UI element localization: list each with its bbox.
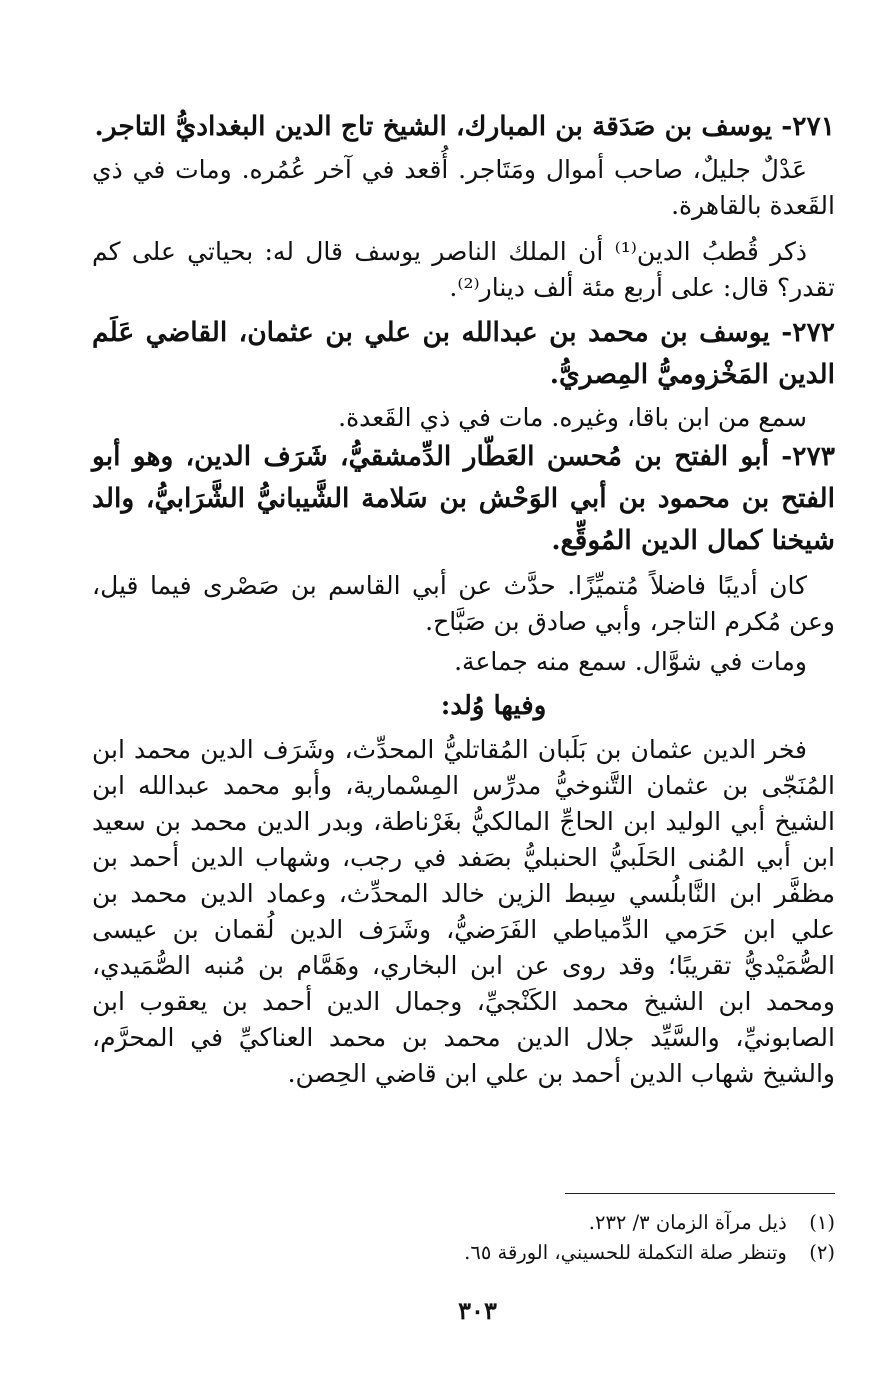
births-heading: وفيها وُلد:	[440, 691, 547, 721]
entry-273-death: ومات في شوَّال. سمع منه جماعة.	[454, 647, 807, 676]
footnote-2	[92, 1238, 835, 1268]
footnote-text: ذيل مرآة الزمان ٣/ ٢٣٢.	[588, 1211, 787, 1234]
footnotes	[92, 1208, 835, 1268]
entry-273-title: ٢٧٣- أبو الفتح بن مُحسن العَطّار الدِّمشقيُّ، شَرَف الدين، وهو أبو الفتح بن محمود بن أبي الوَحْش بن سَلامة الشَّيبانيُّ الشَّرَابيُّ، والد شيخنا كمال الدين المُوقِّع.	[92, 441, 835, 556]
footnote-text: وتنظر صلة التكملة للحسيني، الورقة ٦٥.	[464, 1241, 787, 1264]
entry-271-note: ذكر قُطبُ الدين⁽¹⁾ أن الملك الناصر يوسف قال له: بحياتي على كم تقدر؟ قال: على أربع مئة ألف دينار⁽²⁾.	[92, 237, 835, 302]
entry-272-body: سمع من ابن باقا، وغيره. مات في ذي القَعدة.	[338, 403, 807, 432]
entry-271-title: ٢٧١- يوسف بن صَدَقة بن المبارك، الشيخ تاج الدين البغداديُّ التاجر.	[94, 111, 835, 142]
footnote-divider	[565, 1193, 835, 1194]
footnote-number: (٢)	[809, 1241, 835, 1264]
entry-271-body: عَدْلٌ جليلٌ، صاحب أموال ومَتَاجر. أُقعد في آخر عُمُره. ومات في ذي القَعدة بالقاهرة.	[92, 155, 835, 220]
page-number: ٣٠٣	[458, 1296, 497, 1325]
footnote-number: (١)	[809, 1211, 835, 1234]
entry-273-body: كان أديبًا فاضلاً مُتميِّزًا. حدَّث عن أبي القاسم بن صَصْرى فيما قيل، وعن مُكرم التاجر، وأبي صادق بن صَبَّاح.	[92, 571, 835, 636]
footnote-1	[92, 1208, 835, 1238]
entry-272-title: ٢٧٢- يوسف بن محمد بن عبدالله بن علي بن عثمان، القاضي عَلَم الدين المَخْزوميُّ المِصريُّ.	[92, 317, 835, 390]
births-text: فخر الدين عثمان بن بَلَبان المُقاتليُّ المحدِّث، وشَرَف الدين محمد ابن المُنَجّى بن عثمان التَّنوخيُّ مدرِّس المِسْمارية، وأبو محمد عبدالله ابن الشيخ أبي الوليد ابن الحاجِّ المالكيُّ بغَرْناطة، وبدر الدين محمد بن سعيد ابن أبي المُنى الحَلَبيُّ الحنبليُّ بصَفد في رجب، وشهاب الدين أحمد بن مظفَّر ابن النَّابلُسي سِبط الزين خالد المحدِّث، وعماد الدين محمد بن علي ابن حَرَمي الدِّمياطي الفَرَضيُّ، وشَرَف الدين لُقمان بن عيسى الصُّمَيْديُّ تقريبًا؛ وقد روى عن ابن البخاري، وهَمَّام بن مُنبه الصُّمَيدي، ومحمد ابن الشيخ محمد الكَنْجيِّ، وجمال الدين أحمد بن يعقوب ابن الصابونيِّ، والسَّيِّد جلال الدين محمد بن محمد العناكيِّ في المحرَّم، والشيخ شهاب الدين أحمد بن علي ابن قاضي الحِصن.	[92, 735, 835, 1088]
document-page	[92, 100, 835, 1376]
